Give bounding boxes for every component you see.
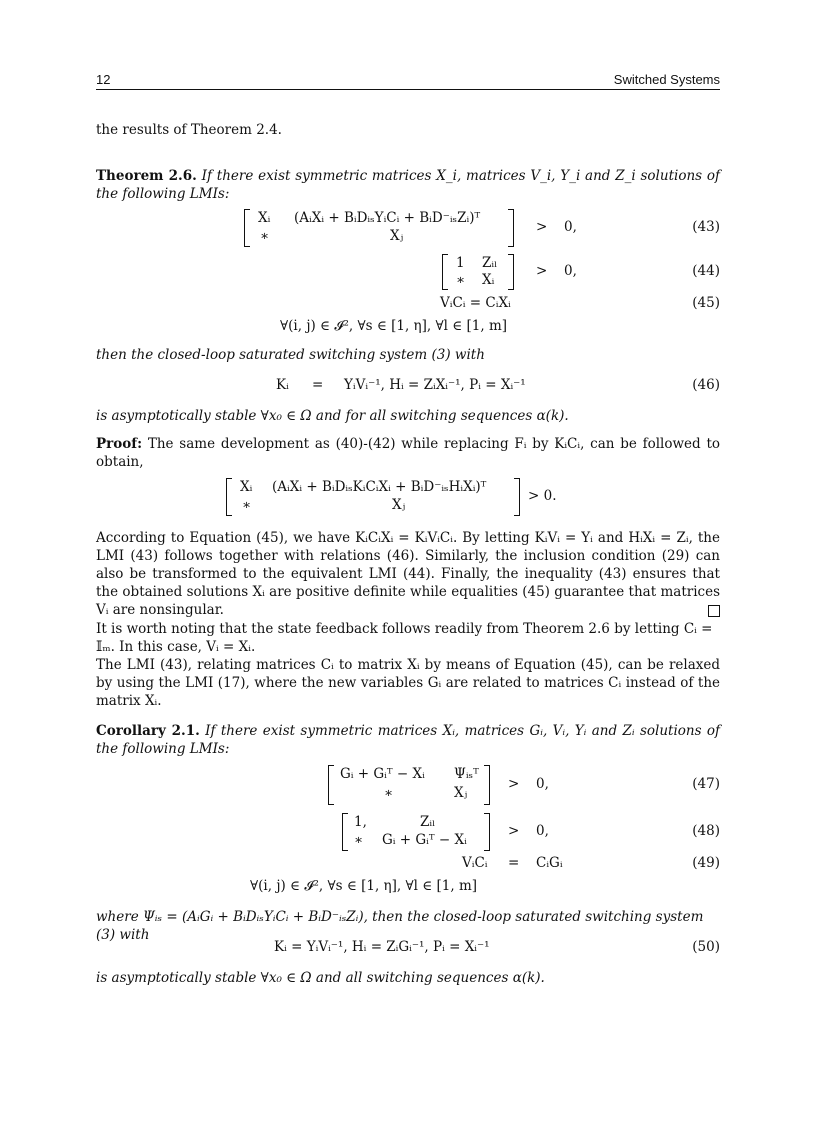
matrix-cell: Ψᵢₛᵀ bbox=[454, 766, 479, 782]
page-number: 12 bbox=[96, 72, 111, 87]
matrix-cell: Xⱼ bbox=[454, 785, 468, 801]
matrix-cell: ∗ bbox=[242, 497, 252, 513]
equation-text: VᵢCᵢ = CᵢXᵢ bbox=[440, 295, 511, 311]
intro-paragraph: the results of Theorem 2.4. bbox=[96, 122, 282, 138]
corollary-conclusion: is asymptotically stable ∀x₀ ∈ Ω and all switching sequences α(k). bbox=[96, 970, 545, 986]
equation-number: (49) bbox=[692, 855, 720, 871]
right-bracket bbox=[508, 254, 514, 290]
theorem-statement bbox=[96, 167, 720, 203]
noting-paragraph: It is worth noting that the state feedback follows readily from Theorem 2.6 by letting Cᵢ = 𝕀ₘ. In this case, Vᵢ = Xᵢ. bbox=[96, 621, 713, 655]
matrix-cell: Zᵢₗ bbox=[482, 255, 498, 271]
equation-text: Kᵢ = YᵢVᵢ⁻¹, Hᵢ = ZᵢGᵢ⁻¹, Pᵢ = Xᵢ⁻¹ bbox=[274, 939, 490, 955]
equation-49 bbox=[96, 855, 720, 875]
equation-number: (43) bbox=[692, 219, 720, 235]
relation: > bbox=[508, 823, 520, 839]
rhs: 0, bbox=[536, 776, 549, 792]
quantifiers: ∀(i, j) ∈ 𝓘², ∀s ∈ [1, η], ∀l ∈ [1, m] bbox=[280, 318, 508, 334]
rhs: YᵢVᵢ⁻¹, Hᵢ = ZᵢXᵢ⁻¹, Pᵢ = Xᵢ⁻¹ bbox=[344, 377, 526, 393]
equation-number: (46) bbox=[692, 377, 720, 393]
matrix-cell: ∗ bbox=[260, 228, 270, 244]
equation-43 bbox=[96, 209, 720, 249]
corollary-text: If there exist symmetric matrices Xᵢ, matrices Gᵢ, Vᵢ, Yᵢ and Zᵢ solutions of the following LMIs: bbox=[96, 723, 720, 757]
equation-number: (45) bbox=[692, 295, 720, 311]
quantifier-line bbox=[96, 878, 720, 898]
left-bracket bbox=[226, 478, 232, 516]
right-bracket bbox=[514, 478, 520, 516]
relation: > 0. bbox=[528, 488, 557, 504]
corollary-where: where Ψᵢₛ = (AᵢGᵢ + BᵢDᵢₛYᵢCᵢ + BᵢD⁻ᵢₛZᵢ), then the closed-loop saturated switching system (3) with bbox=[96, 909, 704, 943]
matrix-cell: Xᵢ bbox=[482, 272, 495, 288]
theorem-after-lmis: then the closed-loop saturated switching system (3) with bbox=[96, 347, 485, 363]
equation-number: (47) bbox=[692, 776, 720, 792]
equation-44 bbox=[96, 254, 720, 292]
matrix-cell: ∗ bbox=[456, 272, 466, 288]
equation-number: (44) bbox=[692, 263, 720, 279]
proof-inequality bbox=[96, 478, 720, 518]
relation: > bbox=[536, 263, 548, 279]
proof-text: The same development as (40)-(42) while replacing Fᵢ by KᵢCᵢ, can be followed to obtain, bbox=[96, 436, 720, 470]
matrix-cell: (AᵢXᵢ + BᵢDᵢₛYᵢCᵢ + BᵢD⁻ᵢₛZᵢ)ᵀ bbox=[294, 210, 481, 226]
matrix-cell: ∗ bbox=[354, 832, 364, 848]
left-bracket bbox=[244, 209, 250, 247]
right-bracket bbox=[508, 209, 514, 247]
matrix-cell: Gᵢ + Gᵢᵀ − Xᵢ bbox=[382, 832, 467, 848]
equation-48 bbox=[96, 813, 720, 853]
matrix-cell: 1, bbox=[354, 814, 367, 830]
corollary-label: Corollary 2.1. bbox=[96, 723, 200, 739]
equation-46 bbox=[96, 377, 720, 397]
left-bracket bbox=[328, 765, 334, 805]
matrix-cell: ∗ bbox=[384, 785, 394, 801]
rhs: CᵢGᵢ bbox=[536, 855, 563, 871]
left-bracket bbox=[342, 813, 348, 851]
matrix-cell: Zᵢₗ bbox=[420, 814, 436, 830]
theorem-conclusion: is asymptotically stable ∀x₀ ∈ Ω and for all switching sequences α(k). bbox=[96, 408, 569, 424]
lmi-relax-paragraph: The LMI (43), relating matrices Cᵢ to matrix Xᵢ by means of Equation (45), can be relaxed by using the LMI (17), where the new variables Gᵢ are related to matrices Cᵢ instead of the matrix Xᵢ. bbox=[96, 657, 720, 709]
equation-50 bbox=[96, 939, 720, 959]
relation: = bbox=[508, 855, 520, 871]
page bbox=[96, 0, 720, 1123]
rhs: 0, bbox=[536, 823, 549, 839]
relation: > bbox=[508, 776, 520, 792]
relation: = bbox=[312, 377, 324, 393]
lhs: Kᵢ bbox=[276, 377, 289, 393]
proof-label: Proof: bbox=[96, 436, 143, 452]
matrix-cell: Xⱼ bbox=[392, 497, 406, 513]
equation-47 bbox=[96, 765, 720, 807]
lhs: VᵢCᵢ bbox=[462, 855, 488, 871]
matrix-cell: Xᵢ bbox=[240, 479, 253, 495]
equation-number: (50) bbox=[692, 939, 720, 955]
running-header bbox=[96, 72, 720, 90]
quantifier-line bbox=[96, 318, 720, 338]
proof-paragraph bbox=[96, 435, 720, 471]
right-bracket bbox=[484, 765, 490, 805]
quantifiers: ∀(i, j) ∈ 𝓘², ∀s ∈ [1, η], ∀l ∈ [1, m] bbox=[250, 878, 478, 894]
left-bracket bbox=[442, 254, 448, 290]
equation-number: (48) bbox=[692, 823, 720, 839]
matrix-cell: Xᵢ bbox=[258, 210, 271, 226]
matrix-cell: Gᵢ + Gᵢᵀ − Xᵢ bbox=[340, 766, 425, 782]
matrix-cell: 1 bbox=[456, 255, 465, 271]
theorem-label: Theorem 2.6. bbox=[96, 168, 197, 184]
matrix-cell: Xⱼ bbox=[390, 228, 404, 244]
rhs: 0, bbox=[564, 219, 577, 235]
right-bracket bbox=[484, 813, 490, 851]
qed-symbol bbox=[708, 605, 720, 617]
according-paragraph: According to Equation (45), we have KᵢCᵢXᵢ = KᵢVᵢCᵢ. By letting KᵢVᵢ = Yᵢ and HᵢXᵢ = Zᵢ, the LMI (43) follows together with relations (46). Similarly, the inclusion condition (29) can also be transformed to the equivalent LMI (44). Finally, the inequality (43) ensures that the obtained solutions Xᵢ are positive definite while equalities (45) guarantee that matrices Vᵢ are nonsingular. bbox=[96, 530, 720, 618]
theorem-text: If there exist symmetric matrices X_i, matrices V_i, Y_i and Z_i solutions of the following LMIs: bbox=[96, 168, 720, 202]
running-title: Switched Systems bbox=[613, 72, 720, 87]
corollary-statement bbox=[96, 722, 720, 758]
matrix-cell: (AᵢXᵢ + BᵢDᵢₛKᵢCᵢXᵢ + BᵢD⁻ᵢₛHᵢXᵢ)ᵀ bbox=[272, 479, 487, 495]
rhs: 0, bbox=[564, 263, 577, 279]
equation-45 bbox=[96, 295, 720, 315]
relation: > bbox=[536, 219, 548, 235]
